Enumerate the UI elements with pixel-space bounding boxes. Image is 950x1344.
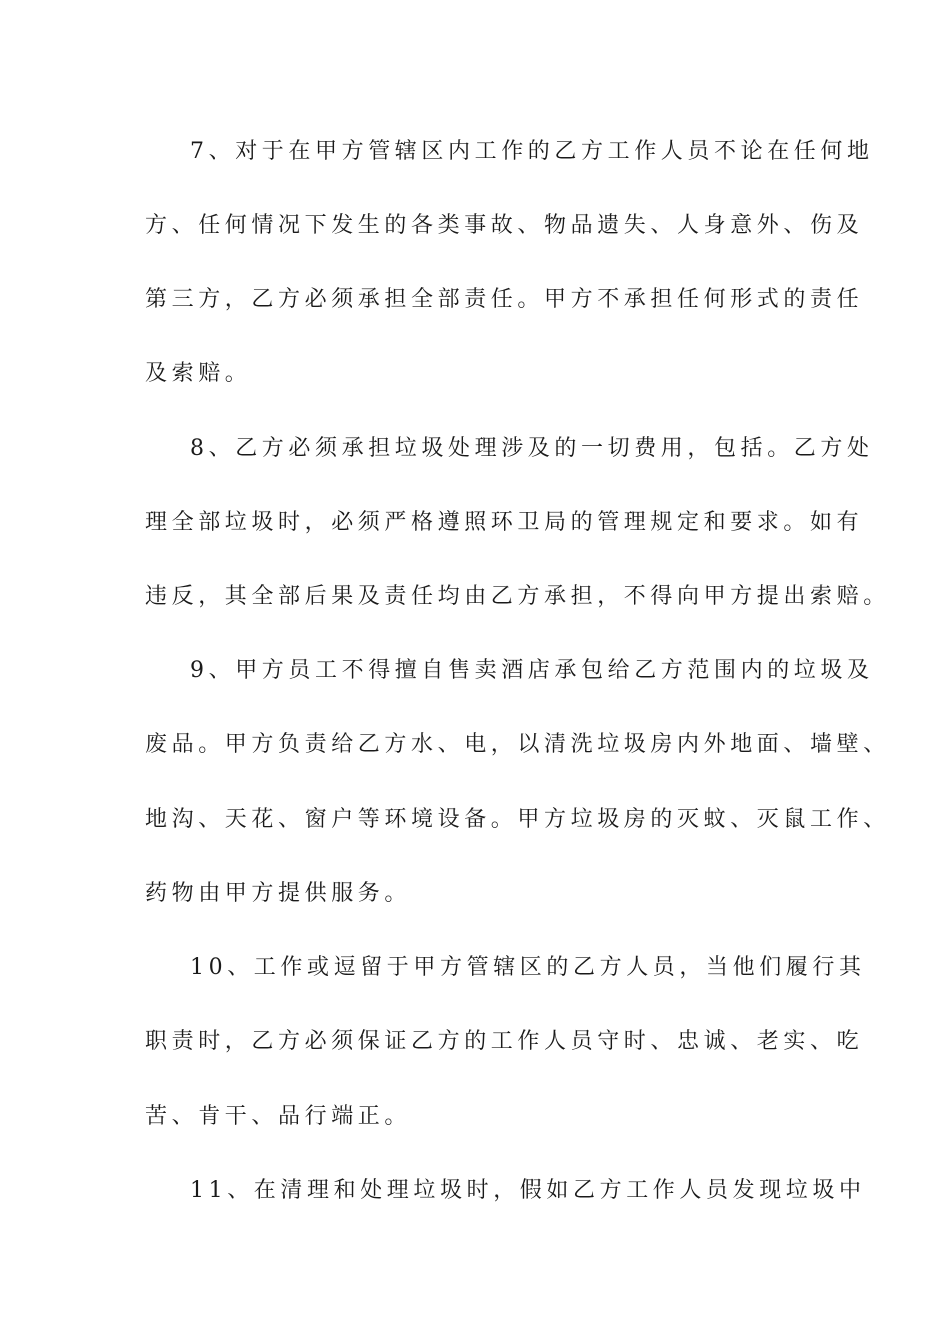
clause-9-line-3: 地沟、天花、窗户等环境设备。甲方垃圾房的灭蚊、灭鼠工作、 <box>145 807 890 832</box>
clause-11-line-1: 11、在清理和处理垃圾时，假如乙方工作人员发现垃圾中 <box>190 1178 866 1203</box>
clause-7-line-1: 7、对于在甲方管辖区内工作的乙方工作人员不论在任何地 <box>190 139 874 164</box>
clause-8-line-1: 8、乙方必须承担垃圾处理涉及的一切费用，包括。乙方处 <box>190 436 874 461</box>
clause-7-line-3: 第三方，乙方必须承担全部责任。甲方不承担任何形式的责任 <box>145 287 864 312</box>
clause-7-line-2: 方、任何情况下发生的各类事故、物品遗失、人身意外、伤及 <box>145 213 864 238</box>
clause-8-line-2: 理全部垃圾时，必须严格遵照环卫局的管理规定和要求。如有 <box>145 510 864 535</box>
clause-9-line-4: 药物由甲方提供服务。 <box>145 881 412 906</box>
clause-10-line-2: 职责时，乙方必须保证乙方的工作人员守时、忠诚、老实、吃 <box>145 1029 864 1054</box>
clause-7-line-4: 及索赔。 <box>145 361 252 386</box>
clause-10-line-3: 苦、肯干、品行端正。 <box>145 1104 412 1129</box>
clause-8-line-3: 违反，其全部后果及责任均由乙方承担，不得向甲方提出索赔。 <box>145 584 890 609</box>
clause-9-line-1: 9、甲方员工不得擅自售卖酒店承包给乙方范围内的垃圾及 <box>190 658 874 683</box>
clause-10-line-1: 10、工作或逗留于甲方管辖区的乙方人员，当他们履行其 <box>190 955 866 980</box>
clause-9-line-2: 废品。甲方负责给乙方水、电，以清洗垃圾房内外地面、墙壁、 <box>145 732 890 757</box>
